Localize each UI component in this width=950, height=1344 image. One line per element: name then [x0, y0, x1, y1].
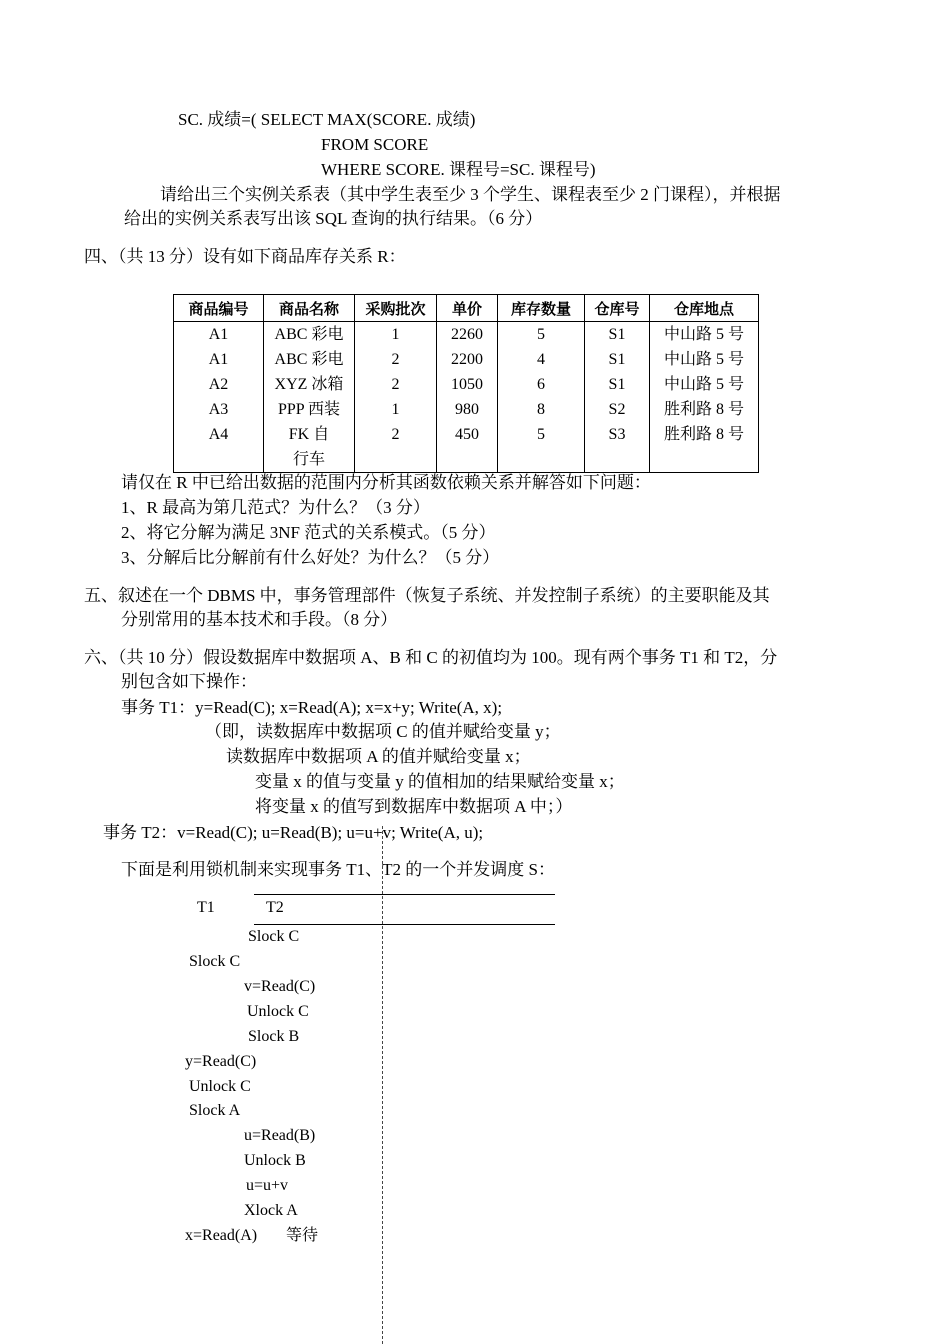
- q5-line-2: 分别常用的基本技术和手段。（8 分）: [121, 610, 398, 629]
- table-cell: ABC 彩电: [264, 347, 355, 372]
- table-header-cell: 仓库地点: [650, 295, 759, 322]
- table-row: [174, 322, 759, 348]
- table-cell: S2: [585, 397, 650, 422]
- table-header-row: [174, 295, 759, 322]
- table-cell: 2260: [437, 322, 498, 348]
- table-cell: 450: [437, 422, 498, 473]
- table-cell: A4: [174, 422, 264, 473]
- q4-item-1: 1、R 最高为第几范式？为什么？（3 分）: [121, 498, 430, 517]
- q6-line-2: 别包含如下操作：: [121, 672, 257, 691]
- q4-intro: 请仅在 R 中已给出数据的范围内分析其函数依赖关系并解答如下问题：: [121, 473, 651, 492]
- table-cell: S1: [585, 372, 650, 397]
- table-header-cell: 单价: [437, 295, 498, 322]
- table-cell: S1: [585, 322, 650, 348]
- schedule-step: x=Read(A): [185, 1227, 258, 1244]
- table-cell: 中山路 5 号: [650, 322, 759, 348]
- table-cell: 2: [355, 347, 437, 372]
- schedule-step: Slock C: [189, 953, 241, 970]
- table-cell: A1: [174, 322, 264, 348]
- table-header-cell: 仓库号: [585, 295, 650, 322]
- table-cell: 2: [355, 422, 437, 473]
- schedule-step: Xlock A: [244, 1202, 298, 1219]
- schedule-step: y=Read(C): [185, 1053, 257, 1070]
- table-cell: S1: [585, 347, 650, 372]
- table-row: [174, 347, 759, 372]
- q6-t2-operations: 事务 T2：v=Read(C); u=Read(B); u=u+v; Write(A, u);: [103, 823, 484, 842]
- table-row: [174, 397, 759, 422]
- schedule-header-t2: T2: [266, 899, 284, 916]
- q6-t1-explain-4: 将变量 x 的值写到数据库中数据项 A 中；）: [255, 797, 573, 816]
- schedule-step: Slock A: [189, 1102, 241, 1119]
- q3-instruction-line-2: 给出的实例关系表写出该 SQL 查询的执行结果。（6 分）: [124, 209, 543, 228]
- q6-schedule-intro: 下面是利用锁机制来实现事务 T1、T2 的一个并发调度 S：: [121, 860, 555, 879]
- q6-t1-explain-1: （即，读数据库中数据项 C 的值并赋给变量 y；: [205, 722, 561, 741]
- q6-t1-explain-2: 读数据库中数据项 A 的值并赋给变量 x；: [226, 747, 531, 766]
- q6-t1-explain-3: 变量 x 的值与变量 y 的值相加的结果赋给变量 x；: [255, 772, 625, 791]
- schedule-step: v=Read(C): [244, 978, 316, 995]
- table-cell: A3: [174, 397, 264, 422]
- schedule-step: Unlock B: [244, 1152, 306, 1169]
- schedule-step: Slock C: [248, 928, 300, 945]
- table-header-cell: 库存数量: [498, 295, 585, 322]
- schedule-step: u=Read(B): [244, 1127, 316, 1144]
- table-cell: A2: [174, 372, 264, 397]
- table-cell: XYZ 冰箱: [264, 372, 355, 397]
- schedule-divider: [382, 826, 383, 1344]
- table-cell: 1050: [437, 372, 498, 397]
- schedule-top-rule: [254, 894, 555, 895]
- schedule-header-rule: [254, 924, 555, 925]
- table-cell: 胜利路 8 号: [650, 422, 759, 473]
- table-cell: 6: [498, 372, 585, 397]
- q6-line-1: 六、（共 10 分）假设数据库中数据项 A、B 和 C 的初值均为 100。现有两个事务 T1 和 T2，分: [84, 648, 778, 667]
- table-cell: 4: [498, 347, 585, 372]
- table-cell: 8: [498, 397, 585, 422]
- table-cell: FK 自行车: [264, 422, 355, 473]
- table-cell: 980: [437, 397, 498, 422]
- table-cell: 胜利路 8 号: [650, 397, 759, 422]
- table-cell: 1: [355, 397, 437, 422]
- sql-line-2: FROM SCORE: [321, 135, 429, 154]
- schedule-header-t1: T1: [197, 899, 215, 916]
- table-cell: 中山路 5 号: [650, 372, 759, 397]
- table-cell: S3: [585, 422, 650, 473]
- q4-item-2: 2、将它分解为满足 3NF 范式的关系模式。（5 分）: [121, 523, 496, 542]
- q5-line-1: 五、叙述在一个 DBMS 中，事务管理部件（恢复子系统、并发控制子系统）的主要职能及其: [84, 586, 770, 605]
- table-row: [174, 422, 759, 473]
- table-cell: 中山路 5 号: [650, 347, 759, 372]
- q6-t1-operations: 事务 T1：y=Read(C); x=Read(A); x=x+y; Write(A, x);: [121, 698, 503, 717]
- table-row: [174, 372, 759, 397]
- sql-line-1: SC. 成绩=( SELECT MAX(SCORE. 成绩): [178, 110, 476, 129]
- schedule-step: Unlock C: [189, 1078, 251, 1095]
- schedule-step: Unlock C: [247, 1003, 309, 1020]
- table-header-cell: 采购批次: [355, 295, 437, 322]
- q3-instruction-line-1: 请给出三个实例关系表（其中学生表至少 3 个学生、课程表至少 2 门课程），并根据: [160, 185, 781, 204]
- table-cell: 5: [498, 322, 585, 348]
- table-cell: 2200: [437, 347, 498, 372]
- table-cell: 1: [355, 322, 437, 348]
- table-cell: 5: [498, 422, 585, 473]
- table-header-cell: 商品编号: [174, 295, 264, 322]
- table-header-cell: 商品名称: [264, 295, 355, 322]
- schedule-step: 等待: [286, 1227, 319, 1244]
- q4-title: 四、（共 13 分）设有如下商品库存关系 R：: [84, 247, 406, 266]
- sql-line-3: WHERE SCORE. 课程号=SC. 课程号): [321, 160, 596, 179]
- table-cell: 2: [355, 372, 437, 397]
- schedule-step: Slock B: [248, 1028, 300, 1045]
- inventory-table: [173, 294, 759, 473]
- q4-item-3: 3、分解后比分解前有什么好处？为什么？（5 分）: [121, 548, 500, 567]
- schedule-step: u=u+v: [246, 1177, 289, 1194]
- table-cell: A1: [174, 347, 264, 372]
- table-cell: ABC 彩电: [264, 322, 355, 348]
- table-cell: PPP 西装: [264, 397, 355, 422]
